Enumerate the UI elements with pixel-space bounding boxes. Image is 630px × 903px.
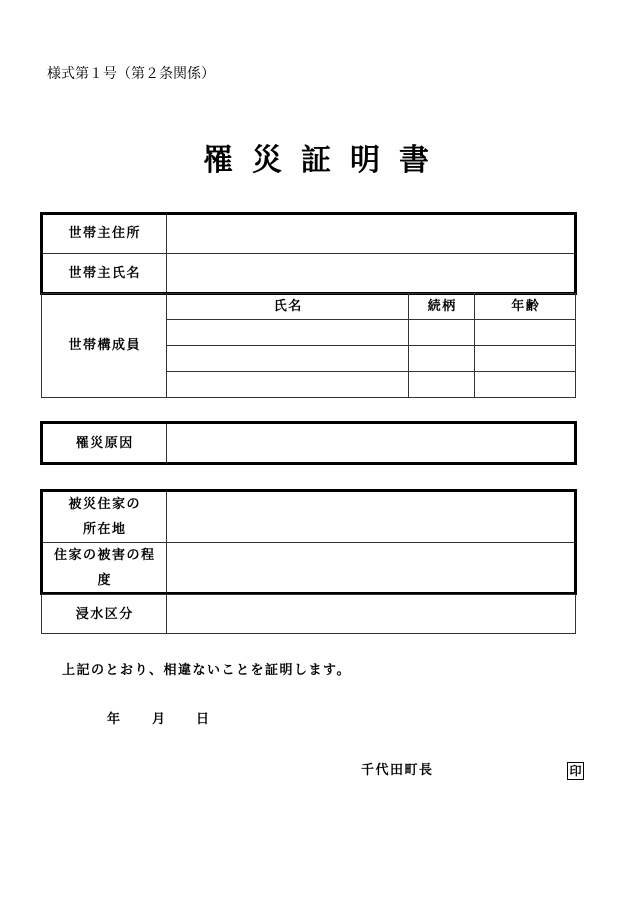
seal-mark: 印 <box>567 762 584 780</box>
date-day-label: 日 <box>196 712 211 727</box>
flood-category-field <box>166 594 576 634</box>
column-header-age: 年齢 <box>474 293 576 320</box>
household-head-address-field <box>166 213 576 254</box>
issuer-title: 千代田町長 <box>361 763 434 778</box>
member-name-cell <box>166 319 409 346</box>
form-number: 様式第１号（第２条関係） <box>47 66 215 82</box>
column-header-relation: 続柄 <box>408 293 475 320</box>
household-head-name-field <box>166 253 576 294</box>
member-age-cell <box>474 345 576 372</box>
damage-extent-label-line: 住家の被害の程 <box>53 548 156 563</box>
member-name-cell <box>166 371 409 398</box>
damage-extent-label <box>41 542 167 594</box>
member-relation-cell <box>408 319 475 346</box>
household-head-name-label: 世帯主氏名 <box>41 253 167 294</box>
member-relation-cell <box>408 371 475 398</box>
document-title: 罹災証明書 <box>203 143 448 178</box>
date-month-label: 月 <box>152 712 167 727</box>
property-location-field <box>166 490 576 543</box>
household-members-label: 世帯構成員 <box>41 293 167 398</box>
household-head-address-label: 世帯主住所 <box>41 213 167 254</box>
column-header-name: 氏名 <box>166 293 409 320</box>
property-location-label-line: 所在地 <box>82 521 127 537</box>
flood-category-label: 浸水区分 <box>41 594 167 634</box>
disaster-cause-label: 罹災原因 <box>41 422 167 464</box>
certification-statement: 上記のとおり、相違ないことを証明します。 <box>62 663 351 678</box>
property-location-label-line: 被災住家の <box>68 496 141 512</box>
property-location-label <box>41 490 167 543</box>
member-age-cell <box>474 371 576 398</box>
member-age-cell <box>474 319 576 346</box>
damage-extent-field <box>166 542 576 594</box>
date-year-label: 年 <box>107 712 122 727</box>
member-relation-cell <box>408 345 475 372</box>
damage-extent-label-line: 度 <box>97 573 112 588</box>
member-name-cell <box>166 345 409 372</box>
disaster-cause-field <box>166 422 576 464</box>
